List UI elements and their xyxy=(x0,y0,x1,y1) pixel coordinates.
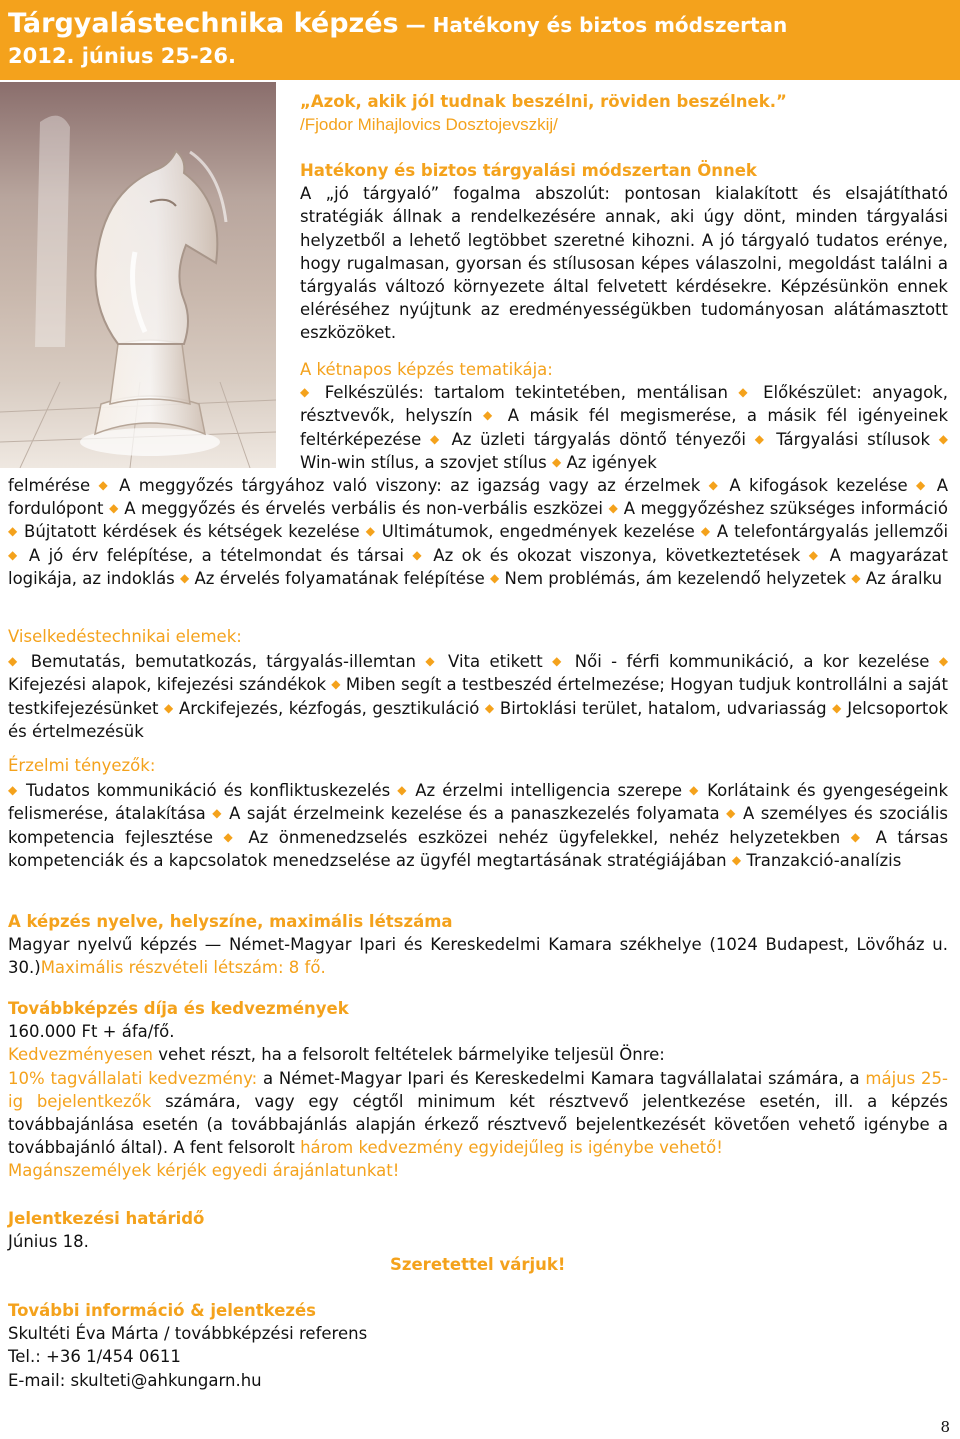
topic-item: A magyarázat logikája, az indoklás xyxy=(8,545,948,588)
bullet-icon: ◆ xyxy=(8,783,19,798)
bullet-icon: ◆ xyxy=(608,501,619,516)
welcome-line xyxy=(390,1253,565,1276)
topic-item: Előkészület: anyagok, résztvevők, helyszín xyxy=(300,383,948,426)
bullet-icon: ◆ xyxy=(916,478,929,492)
bullet-icon: ◆ xyxy=(223,829,238,844)
bullet-icon: ◆ xyxy=(552,654,566,669)
course-date: 2012. június 25-26. xyxy=(8,44,236,68)
fee-section xyxy=(8,997,948,1183)
topic-item: A jó érv felépítése, a tételmondat és társai xyxy=(28,545,404,565)
behavior-item: Női - férfi kommunikáció, a kor kezelése xyxy=(574,652,930,672)
title-dash: — xyxy=(398,13,433,37)
contact-phone: Tel.: +36 1/454 0611 xyxy=(8,1347,181,1367)
emotion-item: A saját érzelmeink kezelése és a panaszkezelés folyamata xyxy=(229,804,720,824)
page-subtitle: Hatékony és biztos módszertan xyxy=(432,13,788,37)
intro-section xyxy=(300,159,948,345)
behavior-item: Jelcsoportok és értelmezésük xyxy=(8,698,949,741)
fee-discount-intro xyxy=(8,1043,948,1066)
header-banner xyxy=(0,0,960,80)
discount-label: Kedvezményesen xyxy=(8,1045,154,1065)
fee-price: 160.000 Ft + áfa/fő. xyxy=(8,1022,175,1042)
topics-list-continued xyxy=(8,474,948,590)
bullet-icon: ◆ xyxy=(731,852,742,867)
emotion-item: Az érzelmi intelligencia szerepe xyxy=(415,781,683,801)
page-number: 8 xyxy=(940,1418,950,1436)
bullet-icon: ◆ xyxy=(938,654,949,669)
venue-body xyxy=(8,933,948,979)
bullet-icon: ◆ xyxy=(832,700,842,715)
behavior-heading: Viselkedéstechnikai elemek: xyxy=(8,627,242,646)
early-bird-text: számára, vagy egy cégtől minimum két résztvevő jelentkezése esetén, ill. a képzés továbbajánlása esetén (a továbbajánlás alapján érkező résztvevő bejelentkezését követően vehető igénybe a továbbajánló által). A fent felsorolt xyxy=(8,1091,948,1158)
header-title-line xyxy=(8,8,787,39)
bullet-icon: ◆ xyxy=(425,654,439,669)
welcome-text: Szeretettel várjuk! xyxy=(390,1255,566,1274)
topic-item-tail: felmérése xyxy=(8,476,91,495)
emotion-item: A személyes és szociális kompetencia fejlesztése xyxy=(8,804,948,847)
behavior-item: Kifejezési alapok, kifejezési szándékok xyxy=(8,675,326,695)
chess-knight-icon xyxy=(0,82,276,468)
bullet-icon: ◆ xyxy=(726,806,737,821)
bullet-icon: ◆ xyxy=(397,783,409,798)
bullet-icon: ◆ xyxy=(331,677,341,692)
topic-item: Win-win stílus, a szovjet stílus xyxy=(300,452,547,472)
bullet-icon: ◆ xyxy=(212,806,223,821)
discount-rest: vehet részt, ha a felsorolt feltételek bármelyike teljesül Önre: xyxy=(153,1045,665,1065)
bullet-icon: ◆ xyxy=(98,478,111,492)
topic-item: A fordulópont xyxy=(8,476,949,519)
venue-max: Maximális részvételi létszám: 8 fő. xyxy=(40,958,326,978)
page-title: Tárgyalástechnika képzés xyxy=(8,8,399,39)
topic-item: A meggyőzés tárgyához való viszony: az igazság vagy az érzelmek xyxy=(119,476,701,495)
emotion-item: Tudatos kommunikáció és konfliktuskezelés xyxy=(26,781,391,801)
contact-email[interactable]: E-mail: skulteti@ahkungarn.hu xyxy=(8,1370,262,1390)
bullet-icon: ◆ xyxy=(490,570,500,585)
bullet-icon: ◆ xyxy=(430,431,443,446)
topic-item: Felkészülés: tartalom tekintetében, mentálisan xyxy=(324,383,728,403)
behavior-list xyxy=(8,650,948,743)
emotion-list xyxy=(8,779,948,872)
behavior-item: Miben segít a testbeszéd értelmezése; Hogyan tudjuk kontrollálni a saját testkifejezésünket xyxy=(8,675,948,718)
behavior-item: Arckifejezés, kézfogás, gesztikuláció xyxy=(179,698,480,718)
member-discount-text: a Német-Magyar Ipari és Kereskedelmi Kamara tagvállalatai számára, a xyxy=(257,1068,866,1088)
behavior-item: Birtoklási terület, hatalom, udvariasság xyxy=(499,698,827,718)
bullet-icon: ◆ xyxy=(8,524,18,539)
topics-section xyxy=(300,358,948,474)
member-discount-label: 10% tagvállalati kedvezmény: xyxy=(8,1068,258,1088)
topic-item: Ultimátumok, engedmények kezelése xyxy=(381,522,695,542)
contact-heading: További információ & jelentkezés xyxy=(8,1301,317,1320)
topic-item: Az áralku xyxy=(865,568,943,588)
bullet-icon: ◆ xyxy=(8,547,21,562)
bullet-icon: ◆ xyxy=(850,829,866,844)
bullet-icon: ◆ xyxy=(700,524,711,539)
topic-item: A másik fél megismerése, a másik fél igényeinek feltérképezése xyxy=(300,406,949,449)
deadline-date: Június 18. xyxy=(8,1232,89,1252)
topic-item: Nem problémás, ám kezelendő helyzetek xyxy=(504,568,847,588)
venue-heading: A képzés nyelve, helyszíne, maximális létszáma xyxy=(8,912,453,931)
topics-list-top xyxy=(300,381,948,474)
bullet-icon: ◆ xyxy=(754,431,768,446)
bullet-icon: ◆ xyxy=(851,570,861,585)
emotion-item: A társas kompetenciák és a kapcsolatok menedzselése az ügyfél megtartásának stratégiájában xyxy=(8,827,949,870)
bullet-icon: ◆ xyxy=(163,700,174,715)
emotion-item: Tranzakció-analízis xyxy=(746,850,902,870)
fee-heading: Továbbképzés díja és kedvezmények xyxy=(8,999,349,1018)
bullet-icon: ◆ xyxy=(365,524,376,539)
topic-item: Az érvelés folyamatának felépítése xyxy=(194,568,485,588)
bullet-icon: ◆ xyxy=(808,547,822,562)
venue-text: Magyar nyelvű képzés — Német-Magyar Ipari és Kereskedelmi Kamara székhelye (1024 Budapest, Lövőház u. 30.) xyxy=(8,935,948,978)
deadline-heading: Jelentkezési határidő xyxy=(8,1209,205,1228)
early-bird-label: május 25-ig bejelentkezők xyxy=(8,1068,948,1111)
bullet-icon: ◆ xyxy=(482,408,498,423)
bullet-icon: ◆ xyxy=(938,431,949,446)
bullet-icon: ◆ xyxy=(708,478,722,492)
topic-item: Tárgyalási stílusok xyxy=(776,429,931,449)
topic-item: A meggyőzés és érvelés verbális és non-verbális eszközei xyxy=(124,499,604,519)
topic-item: A meggyőzéshez szükséges információ xyxy=(623,499,948,519)
topic-item: Az üzleti tárgyalás döntő tényezői xyxy=(451,429,746,449)
quote-author: /Fjodor Mihajlovics Dosztojevszkij/ xyxy=(300,115,558,135)
topic-item: A telefontárgyalás jellemzői xyxy=(716,522,949,542)
emotion-item: Az önmenedzselés eszközei nehéz ügyfelekkel, nehéz helyzetekben xyxy=(248,827,841,847)
contact-section xyxy=(8,1299,948,1392)
topics-heading: A kétnapos képzés tematikája: xyxy=(300,360,553,379)
bullet-icon: ◆ xyxy=(551,454,562,469)
behavior-section xyxy=(8,625,948,743)
bullet-icon: ◆ xyxy=(300,385,315,400)
combined-discount-note: három kedvezmény egyidejűleg is igénybe vehető! xyxy=(300,1138,723,1158)
venue-section xyxy=(8,910,948,980)
contact-name: Skultéti Éva Márta / továbbképzési referens xyxy=(8,1324,368,1344)
topic-item: Az ok és okozat viszonya, következtetések xyxy=(433,545,801,565)
topic-item: A kifogások kezelése xyxy=(729,476,908,495)
quote-text: „Azok, akik jól tudnak beszélni, röviden beszélnek.” xyxy=(300,92,787,111)
bullet-icon: ◆ xyxy=(8,654,22,669)
emotion-item: Korlátaink és gyengeségeink felismerése, átalakítása xyxy=(8,781,949,824)
bullet-icon: ◆ xyxy=(412,547,425,562)
bullet-icon: ◆ xyxy=(738,385,753,400)
bullet-icon: ◆ xyxy=(689,783,701,798)
emotion-heading: Érzelmi tényezők: xyxy=(8,756,156,775)
bullet-icon: ◆ xyxy=(109,501,119,516)
intro-heading: Hatékony és biztos tárgyalási módszertan Önnek xyxy=(300,161,757,180)
topic-item: Bújtatott kérdések és kétségek kezelése xyxy=(24,522,360,542)
private-person-note: Magánszemélyek kérjék egyedi árajánlatunkat! xyxy=(8,1161,400,1181)
intro-body: A „jó tárgyaló” fogalma abszolút: pontosan kialakított és elsajátítható stratégiák állnak a rendelkezésére annak, aki úgy dönt, minden tárgyalási helyzetből a lehető legtöbbet szeretné kihozni. A jó tárgyaló tudatos erénye, hogy rugalmasan, gyorsan és stílusosan képes válaszolni, megoldást találni a tárgyalás változó környezete által felvetett kérdésekre. Képzésünkön ennek eléréséhez nyújtunk az eredményességükben tudományosan alátámasztott eszközöket. xyxy=(300,184,948,343)
behavior-item: Bemutatás, bemutatkozás, tárgyalás-illemtan xyxy=(30,652,416,672)
quote-block xyxy=(300,90,948,136)
bullet-icon: ◆ xyxy=(484,700,495,715)
deadline-section xyxy=(8,1207,948,1253)
fee-discount-details xyxy=(8,1067,948,1160)
behavior-item: Vita etikett xyxy=(448,652,543,672)
bullet-icon: ◆ xyxy=(180,570,190,585)
topic-item: Az igények xyxy=(566,452,657,472)
emotion-section xyxy=(8,754,948,872)
chess-photo xyxy=(0,82,276,468)
